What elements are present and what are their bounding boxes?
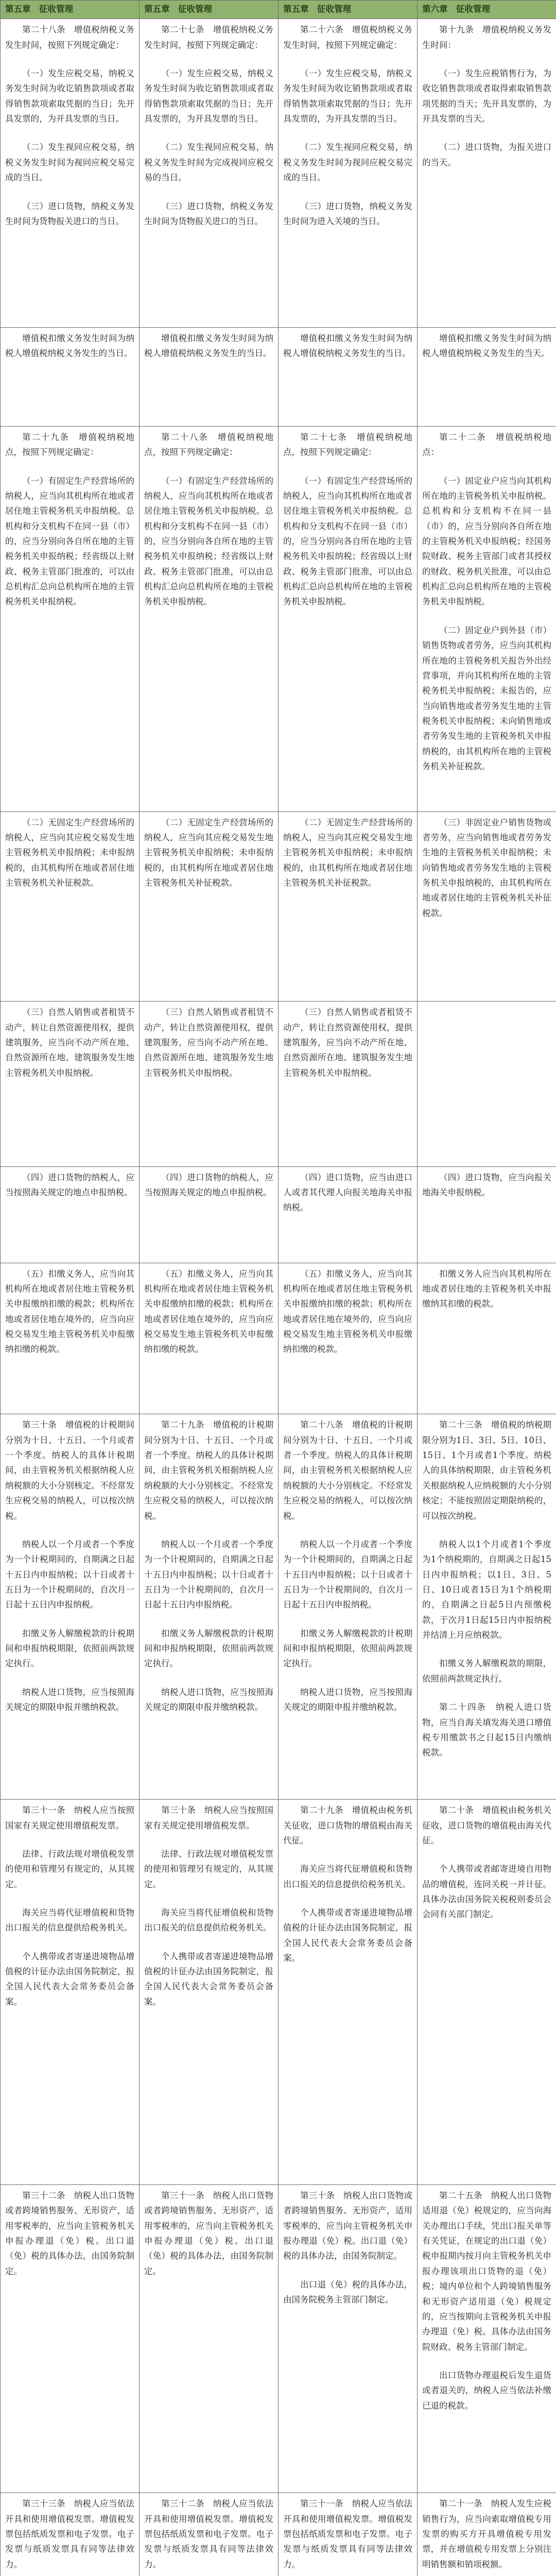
cell-col-2: [140, 2493, 279, 2576]
cell-col-2: [140, 811, 279, 1002]
table-row: [1, 1800, 556, 2185]
paragraph: （五）扣缴义务人，应当向其机构所在地或者居住地主管税务机关申报缴纳扣缴的税款；机构所在地或者居住地在境外的，应当向应税交易发生地主管税务机关申报缴纳扣缴的税款。: [283, 1268, 412, 1354]
table-row: [1, 2493, 556, 2576]
paragraph: （三）进口货物，纳税义务发生时间为进入关境的当日。: [283, 201, 412, 226]
paragraph: 个人携带或者寄递进境物品增值税的计征办法由国务院制定，报全国人民代表大会常务委员会备案。: [283, 1907, 412, 1963]
paragraph: （五）扣缴义务人，应当向其机构所在地或者居住地主管税务机关申报缴纳扣缴的税款；机构所在地或者居住地在境外的，应当向应税交易发生地主管税务机关申报缴纳扣缴的税款。: [5, 1268, 134, 1354]
paragraph: （三）自然人销售或者租赁不动产，转让自然资源使用权，提供建筑服务，应当向不动产所在地、自然资源所在地、建筑服务发生地主管税务机关申报纳税。: [144, 1007, 273, 1078]
cell-col-1: [1, 1166, 140, 1263]
paragraph: 海关应当将代征增值税和货物出口报关的信息提供给税务机关。: [144, 1907, 273, 1933]
cell-col-2: [140, 327, 279, 426]
cell-col-2: [140, 1414, 279, 1800]
paragraph: 第三十三条 纳税人应当依法开具和使用增值税发票。增值税发票包括纸质发票和电子发票。电子发票与纸质发票具有同等法律效力。: [5, 2499, 134, 2569]
cell-col-4: [418, 19, 556, 327]
paragraph: （一）有固定生产经营场所的纳税人，应当向其机构所在地或者居住地主管税务机关申报纳税。总机构和分支机构不在同一县（市）的，应当分别向各自所在地的主管税务机关申报纳税；经省级以上财政、税务主管部门批准，可以由总机构汇总向总机构所在地的主管税务机关申报纳税。: [283, 476, 412, 607]
paragraph: （四）进口货物的纳税人，应当按照海关规定的地点申报纳税。: [144, 1172, 273, 1198]
paragraph: 海关应当将代征增值税和货物出口报关的信息提供给税务机关。: [283, 1864, 412, 1889]
paragraph: 第二十一条 纳税人发生应税销售行为，应当向索取增值税专用发票的购买方开具增值税专用发票，并在增值税专用发票上分别注明销售额和销项税额。: [422, 2499, 551, 2569]
paragraph: （一）发生应税交易，纳税义务发生时间为收讫销售款项或者取得销售款项索取凭据的当日；先开具发票的，为开具发票的当日。: [144, 69, 273, 124]
paragraph: 第二十三条 增值税的纳税期限分别为1日、3日、5日、10日、15日、1个月或者1个季度。纳税人的具体纳税期限，由主管税务机关根据纳税人应纳税额的大小分别核定；不能按照固定期限纳税的，可以按次纳税。: [422, 1420, 551, 1521]
paragraph: （一）发生应税销售行为，为收讫销售款项或者取得索取销售款项凭据的当天；先开具发票的，为开具发票的当天。: [422, 69, 551, 124]
paragraph: （一）发生应税交易，纳税义务发生时间为收讫销售款项或者取得销售款项索取凭据的当日；先开具发票的，为开具发票的当日。: [283, 69, 412, 124]
paragraph: （三）进口货物，纳税义务发生时间为货物报关进口的当日。: [5, 201, 134, 226]
cell-col-4: [418, 1166, 556, 1263]
paragraph: 个人携带或者寄递进境物品增值税的计征办法由国务院制定，报全国人民代表大会常务委员会备案。: [5, 1951, 134, 2007]
paragraph: （三）自然人销售或者租赁不动产，转让自然资源使用权，提供建筑服务，应当向不动产所在地、自然资源所在地、建筑服务发生地主管税务机关申报纳税。: [5, 1007, 134, 1078]
paragraph: （五）扣缴义务人，应当向其机构所在地或者居住地主管税务机关申报缴纳扣缴的税款；机构所在地或者居住地在境外的，应当向应税交易发生地主管税务机关申报缴纳扣缴的税款。: [144, 1268, 273, 1354]
cell-col-4: [418, 426, 556, 811]
paragraph: 个人携带或者邮寄进境自用物品的增值税，连同关税一并计征。具体办法由国务院关税税则委员会会同有关部门制定。: [422, 1864, 551, 1920]
paragraph: 第二十八条 增值税纳税地点，按照下列规定确定：: [144, 432, 273, 457]
paragraph: 第二十六条 增值税纳税义务发生时间，按照下列规定确定：: [283, 25, 412, 50]
paragraph: （二）无固定生产经营场所的纳税人，应当向其应税交易发生地主管税务机关申报纳税；未申报纳税的，由其机构所在地或者居住地主管税务机关补征税款。: [5, 817, 134, 888]
table-row: [1, 426, 556, 811]
paragraph: 第二十七条 增值税纳税地点，按照下列规定确定：: [283, 432, 412, 457]
cell-col-4: [418, 2184, 556, 2493]
paragraph: 扣缴义务人解缴税款的计税期间和申报纳税期限，依照前两款规定执行。: [144, 1628, 273, 1669]
cell-col-2: [140, 1166, 279, 1263]
cell-col-4: [418, 1414, 556, 1800]
header-col-4: 第六章 征收管理: [418, 1, 556, 19]
header-col-3: 第五章 征收管理: [279, 1, 418, 19]
table-row: [1, 19, 556, 327]
paragraph: 第三十条 纳税人出口货物或者跨境销售服务、无形资产，适用零税率的，应当向主管税务机关申报办理退（免）税。出口退（免）税的具体办法，由国务院制定。: [283, 2190, 412, 2261]
paragraph: （二）进口货物，为报关进口的当天。: [422, 142, 551, 167]
paragraph: 第二十九条 增值税纳税地点，按照下列规定确定：: [5, 432, 134, 457]
paragraph: 出口货物办理退税后发生退货或者退关的，纳税人应当依法补缴已退的税款。: [422, 2370, 551, 2411]
cell-col-1: [1, 811, 140, 1002]
paragraph: 增值税扣缴义务发生时间为纳税人增值税纳税义务发生的当日。: [144, 333, 273, 358]
paragraph: （三）自然人销售或者租赁不动产，转让自然资源使用权，提供建筑服务，应当向不动产所在地、自然资源所在地、建筑服务发生地主管税务机关申报纳税。: [283, 1007, 412, 1078]
cell-col-3: [279, 2184, 418, 2493]
paragraph: 第二十八条 增值税纳税义务发生时间，按照下列规定确定：: [5, 25, 134, 50]
cell-col-3: [279, 327, 418, 426]
cell-col-1: [1, 1800, 140, 2185]
paragraph: （二）发生视同应税交易，纳税义务发生时间为完成视同应税交易的当日。: [144, 142, 273, 183]
cell-col-4: [418, 1263, 556, 1414]
paragraph: 纳税人以一个月或者一个季度为一个计税期间的，自期满之日起十五日内申报纳税；以十日或者十五日为一个计税期间的，自次月一日起十五日内申报纳税。: [283, 1539, 412, 1610]
paragraph: （二）无固定生产经营场所的纳税人，应当向其应税交易发生地主管税务机关申报纳税；未申报纳税的，由其机构所在地或者居住地主管税务机关补征税款。: [144, 817, 273, 888]
cell-col-1: [1, 1002, 140, 1166]
cell-col-4: [418, 1002, 556, 1166]
cell-col-3: [279, 19, 418, 327]
paragraph: 扣缴义务人应当向其机构所在地或者居住地的主管税务机关申报缴纳其扣缴的税款。: [422, 1268, 551, 1309]
cell-col-3: [279, 1166, 418, 1263]
cell-col-2: [140, 19, 279, 327]
cell-col-4: [418, 1800, 556, 2185]
paragraph: （四）进口货物，应当由进口人或者其代理人向报关地海关申报纳税。: [283, 1172, 412, 1213]
paragraph: 扣缴义务人解缴税款的计税期间和申报纳税期限，依照前两款规定执行。: [283, 1628, 412, 1669]
table-row: [1, 1414, 556, 1800]
cell-col-1: [1, 1414, 140, 1800]
paragraph: 第二十四条 纳税人进口货物，应当自海关填发海关进口增值税专用缴款书之日起15日内缴纳税款。: [422, 1702, 551, 1758]
cell-col-3: [279, 1800, 418, 2185]
cell-col-3: [279, 1263, 418, 1414]
paragraph: 纳税人进口货物，应当按照海关规定的期限申报并缴纳税款。: [5, 1687, 134, 1713]
cell-col-2: [140, 1002, 279, 1166]
paragraph: 第三十条 增值税的计税期间分别为十日、十五日、一个月或者一个季度。纳税人的具体计税期间，由主管税务机关根据纳税人应纳税额的大小分别核定。不经常发生应税交易的纳税人，可以按次纳税。: [5, 1420, 134, 1521]
paragraph: 第二十条 增值税由税务机关征收，进口货物的增值税由海关代征。: [422, 1805, 551, 1845]
paragraph: 纳税人以一个月或者一个季度为一个计税期间的，自期满之日起十五日内申报纳税；以十日或者十五日为一个计税期间的，自次月一日起十五日内申报纳税。: [144, 1539, 273, 1610]
paragraph: 纳税人以1个月或者1个季度为1个纳税期的，自期满之日起15日内申报纳税；以1日、3日、5日、10日或者15日为1个纳税期的，自期满之日起5日内预缴税款，于次月1日起15日内申报纳税并结清上月应纳税款。: [422, 1539, 551, 1640]
paragraph: （二）无固定生产经营场所的纳税人，应当向其应税交易发生地主管税务机关申报纳税；未申报纳税的，由其机构所在地或者居住地主管税务机关补征税款。: [283, 817, 412, 888]
paragraph: 出口退（免）税的具体办法，由国务院税务主管部门制定。: [283, 2279, 412, 2305]
cell-col-3: [279, 1002, 418, 1166]
cell-col-4: [418, 327, 556, 426]
paragraph: 第三十一条 纳税人应当依法开具和使用增值税发票。增值税发票包括纸质发票和电子发票。电子发票与纸质发票具有同等法律效力。: [283, 2499, 412, 2569]
paragraph: 第三十一条 纳税人出口货物或者跨境销售服务、无形资产，适用零税率的，应当向主管税务机关申报办理退（免）税。出口退（免）税的具体办法，由国务院制定。: [144, 2190, 273, 2276]
paragraph: （一）有固定生产经营场所的纳税人，应当向其机构所在地或者居住地主管税务机关申报纳税。总机构和分支机构不在同一县（市）的，应当分别向各自所在地的主管税务机关申报纳税；经省级以上财政、税务主管部门批准，可以由总机构汇总向总机构所在地的主管税务机关申报纳税。: [144, 476, 273, 607]
paragraph: 法律、行政法规对增值税发票的使用和管理另有规定的，从其规定。: [5, 1849, 134, 1889]
header-col-1: 第五章 征收管理: [1, 1, 140, 19]
paragraph: 增值税扣缴义务发生时间为纳税人增值税纳税义务发生的当日。: [283, 333, 412, 358]
paragraph: （三）非固定业户销售货物或者劳务，应当向销售地或者劳务发生地的主管税务机关申报纳税；未向销售地或者劳务发生地的主管税务机关申报纳税的，由其机构所在地或者居住地的主管税务机关补征税款。: [422, 817, 551, 918]
paragraph: 第二十九条 增值税的计税期间分别为十日、十五日、一个月或者一个季度。纳税人的具体计税期间，由主管税务机关根据纳税人应纳税额的大小分别核定。不经常发生应税交易的纳税人，可以按次纳税。: [144, 1420, 273, 1521]
paragraph: （一）发生应税交易，纳税义务发生时间为收讫销售款项或者取得销售款项索取凭据的当日；先开具发票的，为开具发票的当日。: [5, 69, 134, 124]
cell-col-3: [279, 1414, 418, 1800]
paragraph: （三）进口货物，纳税义务发生时间为货物报关进口的当日。: [144, 201, 273, 226]
cell-col-2: [140, 1263, 279, 1414]
paragraph: 第三十一条 纳税人应当按照国家有关规定使用增值税发票。: [5, 1805, 134, 1831]
paragraph: 第二十九条 增值税由税务机关征收，进口货物的增值税由海关代征。: [283, 1805, 412, 1845]
paragraph: （一）固定业户应当向其机构所在地的主管税务机关申报纳税。总机构和分支机构不在同一县（市）的，应当分别向各自所在地的主管税务机关申报纳税；经国务院财政、税务主管部门或者其授权的财政、税务机关批准，可以由总机构汇总向总机构所在地的主管税务机关申报纳税。: [422, 476, 551, 607]
paragraph: （二）发生视同应税交易，纳税义务发生时间为视同应税交易完成的当日。: [283, 142, 412, 183]
cell-col-1: [1, 1263, 140, 1414]
table-row: [1, 1263, 556, 1414]
paragraph: 扣缴义务人解缴税款的计税期间和申报纳税期限，依照前两款规定执行。: [5, 1628, 134, 1669]
table-row: [1, 811, 556, 1002]
cell-col-2: [140, 1800, 279, 2185]
paragraph: （四）进口货物，应当向报关地海关申报纳税。: [422, 1172, 551, 1198]
paragraph: （二）固定业户到外县（市）销售货物或者劳务，应当向其机构所在地的主管税务机关报告外出经营事项，并向其机构所在地的主管税务机关申报纳税；未报告的，应当向销售地或者劳务发生地的主管税务机关申报纳税；未向销售地或者劳务发生地的主管税务机关申报纳税的，由其机构所在地的主管税务机关补征税款。: [422, 625, 551, 772]
cell-col-3: [279, 2493, 418, 2576]
paragraph: 第二十八条 增值税的计税期间分别为十日、十五日、一个月或者一个季度。纳税人的具体计税期间，由主管税务机关根据纳税人应纳税额的大小分别核定。不经常发生应税交易的纳税人，可以按次纳税。: [283, 1420, 412, 1521]
paragraph: 个人携带或者寄递进境物品增值税的计征办法由国务院制定，报全国人民代表大会常务委员会备案。: [144, 1951, 273, 2007]
cell-col-2: [140, 2184, 279, 2493]
chapter-header-row: [1, 1, 556, 19]
cell-col-2: [140, 426, 279, 811]
paragraph: 第三十二条 纳税人应当依法开具和使用增值税发票。增值税发票包括纸质发票和电子发票。电子发票与纸质发票具有同等法律效力。: [144, 2499, 273, 2569]
cell-col-1: [1, 2184, 140, 2493]
paragraph: 纳税人进口货物，应当按照海关规定的期限申报并缴纳税款。: [283, 1687, 412, 1713]
cell-col-1: [1, 327, 140, 426]
paragraph: 第三十条 纳税人应当按照国家有关规定使用增值税发票。: [144, 1805, 273, 1831]
header-col-2: 第五章 征收管理: [140, 1, 279, 19]
cell-col-1: [1, 19, 140, 327]
paragraph: 第二十五条 纳税人出口货物适用退（免）税规定的，应当向海关办理出口手续，凭出口报关单等有关凭证，在规定的出口退（免）税申报期内按月向主管税务机关申报办理该项出口货物的退（免）税；境内单位和个人跨境销售服务和无形资产适用退（免）税规定的，应当按期向主管税务机关申报办理退（免）税。具体办法由国务院财政、税务主管部门制定。: [422, 2190, 551, 2352]
paragraph: 增值税扣缴义务发生时间为纳税人增值税纳税义务发生的当天。: [422, 333, 551, 358]
table-row: [1, 2184, 556, 2493]
cell-col-3: [279, 426, 418, 811]
cell-col-4: [418, 2493, 556, 2576]
paragraph: （四）进口货物的纳税人，应当按照海关规定的地点申报纳税。: [5, 1172, 134, 1198]
paragraph: 第二十七条 增值税纳税义务发生时间，按照下列规定确定：: [144, 25, 273, 50]
paragraph: （一）有固定生产经营场所的纳税人，应当向其机构所在地或者居住地主管税务机关申报纳税。总机构和分支机构不在同一县（市）的，应当分别向各自所在地的主管税务机关申报纳税；经省级以上财政、税务主管部门批准的，可以由总机构汇总向总机构所在地的主管税务机关申报纳税。: [5, 476, 134, 607]
cell-col-3: [279, 811, 418, 1002]
table-row: [1, 327, 556, 426]
paragraph: 纳税人以一个月或者一个季度为一个计税期间的，自期满之日起十五日内申报纳税；以十日或者十五日为一个计税期间的，自次月一日起十五日内申报纳税。: [5, 1539, 134, 1610]
paragraph: 扣缴义务人解缴税款的期限，依照前两款规定执行。: [422, 1658, 551, 1684]
paragraph: 法律、行政法规对增值税发票的使用和管理另有规定的，从其规定。: [144, 1849, 273, 1889]
cell-col-1: [1, 426, 140, 811]
table-row: [1, 1166, 556, 1263]
paragraph: 第三十二条 纳税人出口货物或者跨境销售服务、无形资产，适用零税率的，应当向主管税务机关申报办理退（免）税。出口退（免）税的具体办法，由国务院制定。: [5, 2190, 134, 2276]
paragraph: 海关应当将代征增值税和货物出口报关的信息提供给税务机关。: [5, 1907, 134, 1933]
cell-col-4: [418, 811, 556, 1002]
paragraph: （二）发生视同应税交易，纳税义务发生时间为视同应税交易完成的当日。: [5, 142, 134, 183]
paragraph: 第二十二条 增值税纳税地点：: [422, 432, 551, 457]
paragraph: 第十九条 增值税纳税义务发生时间：: [422, 25, 551, 50]
paragraph: 增值税扣缴义务发生时间为纳税人增值税纳税义务发生的当日。: [5, 333, 134, 358]
table-row: [1, 1002, 556, 1166]
paragraph: 纳税人进口货物，应当按照海关规定的期限申报并缴纳税款。: [144, 1687, 273, 1713]
cell-col-1: [1, 2493, 140, 2576]
